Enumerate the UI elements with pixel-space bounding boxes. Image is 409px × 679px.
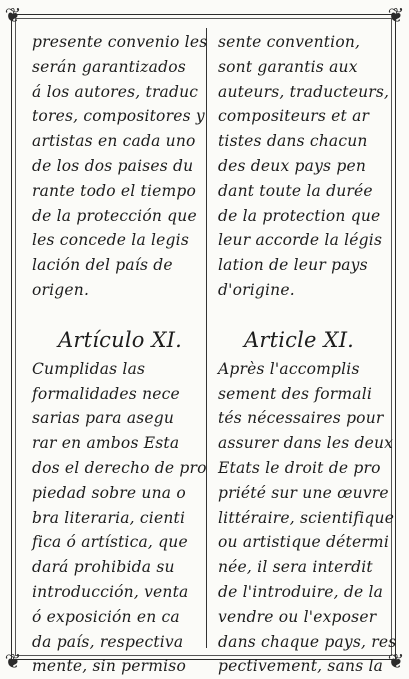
text-line: sement des formali [218, 384, 373, 403]
text-line: sarias para asegu [32, 409, 175, 428]
text-line: leur accorde la légis [218, 231, 383, 250]
text-line: de los dos paises du [32, 156, 194, 175]
text-line: sont garantis aux [218, 57, 358, 76]
text-line: de la protección que [32, 206, 197, 225]
text-line: auteurs, traducteurs, [218, 82, 390, 101]
text-line: née, il sera interdit [218, 558, 373, 577]
text-line: artistas en cada uno [32, 132, 196, 151]
spanish-paragraph-after [32, 357, 207, 679]
corner-ornament-icon: ❦ [4, 3, 22, 27]
text-line: dará prohibida su [32, 558, 175, 577]
text-line: les concede la legis [32, 231, 189, 250]
text-line: compositeurs et ar [218, 107, 370, 126]
text-line: tés nécessaires pour [218, 409, 384, 428]
text-line: sente convention, [218, 33, 361, 51]
text-line: rar en ambos Esta [32, 434, 180, 453]
text-line: da país, respectiva [32, 632, 184, 651]
text-line: lación del país de [32, 256, 173, 275]
article-heading: Article XI. [244, 327, 355, 352]
text-line: ou artistique détermi [218, 533, 389, 552]
text-line: formalidades nece [32, 384, 180, 403]
text-line: vendre ou l'exposer [218, 607, 377, 626]
corner-ornament-icon: ❦ [387, 649, 405, 673]
text-line: fica ó artística, que [32, 533, 188, 552]
french-paragraph-after [218, 357, 397, 679]
text-line: dant toute la durée [218, 181, 373, 200]
text-line: tistes dans chacun [218, 132, 368, 151]
text-line: serán garantizados [32, 57, 186, 76]
text-line: de l'introduire, de la [218, 582, 384, 601]
text-line: Après l'accomplis [218, 359, 360, 378]
spanish-paragraph-before [32, 30, 208, 303]
text-line: á los autores, traduc [32, 82, 199, 101]
text-line: lation de leur pays [218, 256, 368, 275]
french-paragraph-before [218, 30, 390, 303]
french-column [218, 30, 397, 679]
text-line: assurer dans les deux [218, 434, 394, 453]
text-line: introducción, venta [32, 582, 189, 601]
text-line: origen. [32, 280, 90, 299]
text-line: d'origine. [218, 280, 295, 299]
text-line: ó exposición en ca [32, 607, 180, 626]
text-line: Etats le droit de pro [218, 458, 381, 477]
column-divider [206, 28, 207, 648]
text-line: des deux pays pen [218, 156, 367, 175]
corner-ornament-icon: ❦ [387, 3, 405, 27]
corner-ornament-icon: ❦ [4, 649, 22, 673]
text-line: tores, compositores y [32, 107, 205, 126]
text-line: presente convenio les [32, 33, 208, 51]
text-line: priété sur une œuvre [218, 483, 389, 502]
text-line: piedad sobre una o [32, 483, 186, 502]
text-line: bra literaria, cienti [32, 508, 186, 527]
text-line: dos el derecho de pro [32, 458, 207, 477]
text-line: littéraire, scientifique [218, 508, 395, 527]
text-line: rante todo el tiempo [32, 181, 197, 200]
spanish-column [32, 30, 208, 679]
text-line: pectivement, sans la [218, 657, 384, 676]
text-line: dans chaque pays, res [218, 632, 397, 651]
article-heading: Artículo XI. [58, 327, 183, 352]
text-line: mente, sin permiso [32, 657, 186, 676]
text-line: Cumplidas las [32, 359, 146, 378]
text-line: de la protection que [218, 206, 381, 225]
